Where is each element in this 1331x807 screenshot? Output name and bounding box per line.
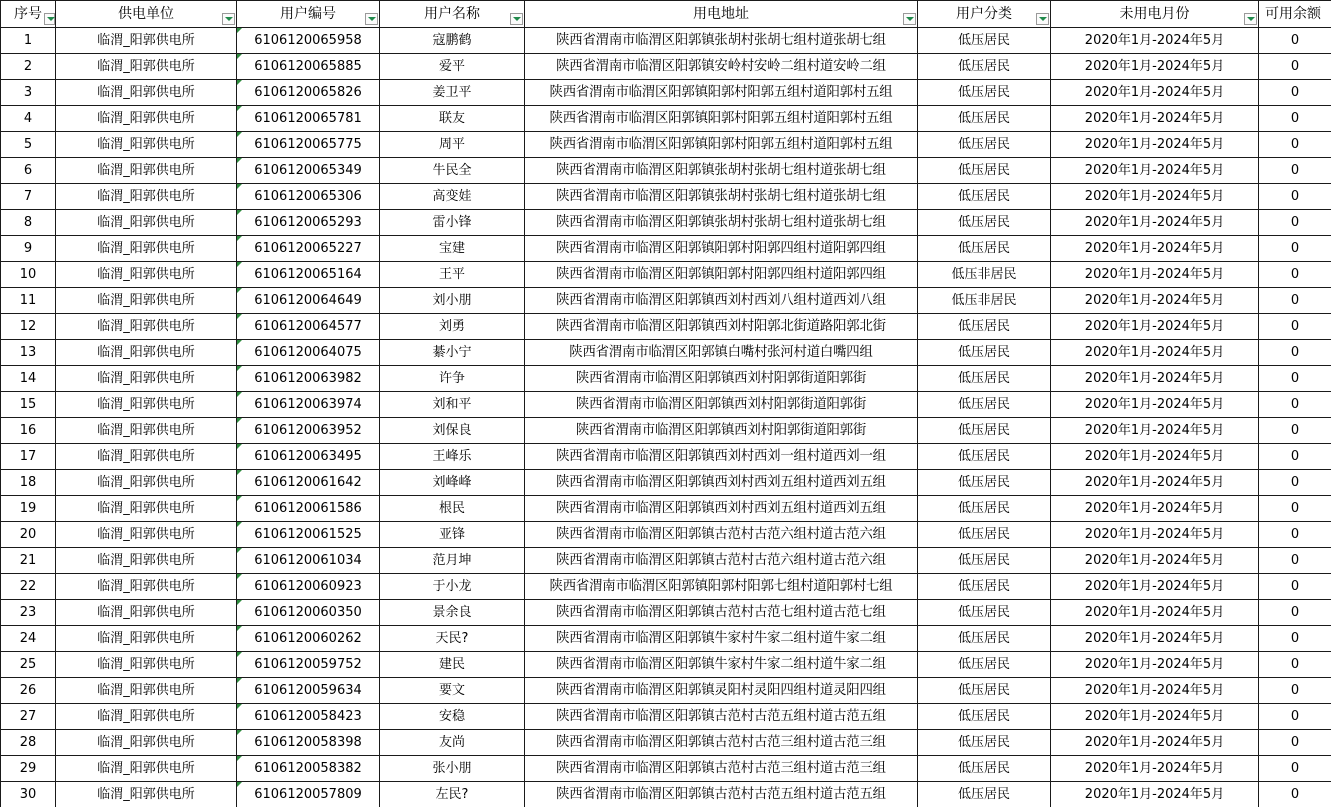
cell-unit[interactable]: 临渭_阳郭供电所 — [56, 314, 237, 340]
cell-unit[interactable]: 临渭_阳郭供电所 — [56, 132, 237, 158]
cell-account[interactable]: 6106120065306 — [237, 184, 380, 210]
cell-months[interactable]: 2020年1月-2024年5月 — [1051, 366, 1259, 392]
header-cell-name[interactable] — [380, 1, 525, 28]
header-label: 用户名称 — [424, 5, 480, 22]
cell-months[interactable]: 2020年1月-2024年5月 — [1051, 444, 1259, 470]
cell-balance[interactable]: 0 — [1259, 210, 1331, 236]
cell-account[interactable]: 6106120065958 — [237, 28, 380, 54]
filter-dropdown-icon[interactable] — [903, 13, 916, 25]
cell-user-name[interactable]: 刘保良 — [380, 418, 525, 444]
cell-balance[interactable]: 0 — [1259, 314, 1331, 340]
table-row — [1, 574, 1331, 600]
table-row — [1, 366, 1331, 392]
table-row — [1, 470, 1331, 496]
cell-user-name[interactable]: 景余良 — [380, 600, 525, 626]
cell-seq[interactable]: 14 — [1, 366, 56, 392]
cell-unit[interactable]: 临渭_阳郭供电所 — [56, 418, 237, 444]
table-row — [1, 756, 1331, 782]
cell-months[interactable]: 2020年1月-2024年5月 — [1051, 210, 1259, 236]
cell-user-name[interactable]: 寇鹏鹤 — [380, 28, 525, 54]
cell-seq[interactable]: 23 — [1, 600, 56, 626]
table-row — [1, 444, 1331, 470]
cell-category[interactable]: 低压居民 — [918, 730, 1051, 756]
cell-balance[interactable]: 0 — [1259, 782, 1331, 807]
cell-months[interactable]: 2020年1月-2024年5月 — [1051, 600, 1259, 626]
cell-unit[interactable]: 临渭_阳郭供电所 — [56, 210, 237, 236]
cell-user-name[interactable]: 建民 — [380, 652, 525, 678]
cell-seq[interactable]: 5 — [1, 132, 56, 158]
cell-user-name[interactable]: 爱平 — [380, 54, 525, 80]
cell-category[interactable]: 低压居民 — [918, 132, 1051, 158]
cell-account[interactable]: 6106120057809 — [237, 782, 380, 807]
cell-months[interactable]: 2020年1月-2024年5月 — [1051, 548, 1259, 574]
header-cell-account[interactable] — [237, 1, 380, 28]
cell-user-name[interactable]: 宝建 — [380, 236, 525, 262]
filter-dropdown-icon[interactable] — [510, 13, 523, 25]
cell-unit[interactable]: 临渭_阳郭供电所 — [56, 548, 237, 574]
cell-account[interactable]: 6106120060350 — [237, 600, 380, 626]
cell-address[interactable]: 陕西省渭南市临渭区阳郭镇西刘村西刘一组村道西刘一组 — [525, 444, 918, 470]
cell-category[interactable]: 低压居民 — [918, 470, 1051, 496]
cell-unit[interactable]: 临渭_阳郭供电所 — [56, 158, 237, 184]
cell-account[interactable]: 6106120063982 — [237, 366, 380, 392]
header-label: 序号 — [14, 5, 42, 22]
header-label: 用户编号 — [280, 5, 336, 22]
cell-balance[interactable]: 0 — [1259, 288, 1331, 314]
cell-seq[interactable]: 2 — [1, 54, 56, 80]
header-cell-seq[interactable] — [1, 1, 56, 28]
cell-account[interactable]: 6106120063974 — [237, 392, 380, 418]
header-cell-category[interactable] — [918, 1, 1051, 28]
table-row — [1, 496, 1331, 522]
cell-user-name[interactable]: 姜卫平 — [380, 80, 525, 106]
filter-dropdown-icon[interactable] — [1244, 13, 1257, 25]
cell-user-name[interactable]: 亚锋 — [380, 522, 525, 548]
cell-account[interactable]: 6106120065781 — [237, 106, 380, 132]
table-row — [1, 652, 1331, 678]
cell-months[interactable]: 2020年1月-2024年5月 — [1051, 678, 1259, 704]
cell-account[interactable]: 6106120065775 — [237, 132, 380, 158]
cell-address[interactable]: 陕西省渭南市临渭区阳郭镇西刘村阳郭街道阳郭街 — [525, 366, 918, 392]
header-row — [1, 1, 1331, 28]
cell-months[interactable]: 2020年1月-2024年5月 — [1051, 28, 1259, 54]
cell-balance[interactable]: 0 — [1259, 678, 1331, 704]
cell-unit[interactable]: 临渭_阳郭供电所 — [56, 366, 237, 392]
cell-address[interactable]: 陕西省渭南市临渭区阳郭镇张胡村张胡七组村道张胡七组 — [525, 210, 918, 236]
cell-user-name[interactable]: 刘小朋 — [380, 288, 525, 314]
table-body — [1, 28, 1331, 807]
cell-balance[interactable]: 0 — [1259, 28, 1331, 54]
cell-seq[interactable]: 27 — [1, 704, 56, 730]
cell-category[interactable]: 低压居民 — [918, 444, 1051, 470]
cell-account[interactable]: 6106120065826 — [237, 80, 380, 106]
cell-months[interactable]: 2020年1月-2024年5月 — [1051, 392, 1259, 418]
cell-seq[interactable]: 4 — [1, 106, 56, 132]
cell-address[interactable]: 陕西省渭南市临渭区阳郭镇张胡村张胡七组村道张胡七组 — [525, 158, 918, 184]
cell-account[interactable]: 6106120065885 — [237, 54, 380, 80]
table-row — [1, 782, 1331, 807]
cell-balance[interactable]: 0 — [1259, 548, 1331, 574]
cell-address[interactable]: 陕西省渭南市临渭区阳郭镇阳郭村阳郭五组村道阳郭村五组 — [525, 132, 918, 158]
cell-category[interactable]: 低压居民 — [918, 392, 1051, 418]
filter-dropdown-icon[interactable] — [222, 13, 235, 25]
table-row — [1, 106, 1331, 132]
cell-balance[interactable]: 0 — [1259, 756, 1331, 782]
cell-months[interactable]: 2020年1月-2024年5月 — [1051, 730, 1259, 756]
cell-category[interactable]: 低压居民 — [918, 574, 1051, 600]
table-row — [1, 132, 1331, 158]
cell-address[interactable]: 陕西省渭南市临渭区阳郭镇西刘村西刘五组村道西刘五组 — [525, 470, 918, 496]
table-row — [1, 678, 1331, 704]
cell-months[interactable]: 2020年1月-2024年5月 — [1051, 418, 1259, 444]
cell-address[interactable]: 陕西省渭南市临渭区阳郭镇古范村古范三组村道古范三组 — [525, 730, 918, 756]
header-cell-unit[interactable] — [56, 1, 237, 28]
cell-user-name[interactable]: 要文 — [380, 678, 525, 704]
cell-account[interactable]: 6106120065349 — [237, 158, 380, 184]
cell-address[interactable]: 陕西省渭南市临渭区阳郭镇古范村古范五组村道古范五组 — [525, 782, 918, 807]
cell-address[interactable]: 陕西省渭南市临渭区阳郭镇阳郭村阳郭五组村道阳郭村五组 — [525, 106, 918, 132]
cell-user-name[interactable]: 左民? — [380, 782, 525, 807]
cell-user-name[interactable]: 根民 — [380, 496, 525, 522]
cell-seq[interactable]: 11 — [1, 288, 56, 314]
cell-months[interactable]: 2020年1月-2024年5月 — [1051, 314, 1259, 340]
cell-seq[interactable]: 6 — [1, 158, 56, 184]
cell-category[interactable]: 低压居民 — [918, 236, 1051, 262]
cell-address[interactable]: 陕西省渭南市临渭区阳郭镇西刘村西刘五组村道西刘五组 — [525, 496, 918, 522]
cell-balance[interactable]: 0 — [1259, 626, 1331, 652]
table-row — [1, 262, 1331, 288]
header-label: 供电单位 — [118, 5, 174, 22]
cell-seq[interactable]: 1 — [1, 28, 56, 54]
cell-months[interactable]: 2020年1月-2024年5月 — [1051, 288, 1259, 314]
table-row — [1, 236, 1331, 262]
header-cell-address[interactable] — [525, 1, 918, 28]
cell-account[interactable]: 6106120065227 — [237, 236, 380, 262]
cell-unit[interactable]: 临渭_阳郭供电所 — [56, 28, 237, 54]
cell-account[interactable]: 6106120058423 — [237, 704, 380, 730]
cell-seq[interactable]: 7 — [1, 184, 56, 210]
cell-user-name[interactable]: 雷小锋 — [380, 210, 525, 236]
cell-address[interactable]: 陕西省渭南市临渭区阳郭镇阳郭村阳郭四组村道阳郭四组 — [525, 262, 918, 288]
table-row — [1, 704, 1331, 730]
cell-months[interactable]: 2020年1月-2024年5月 — [1051, 470, 1259, 496]
cell-seq[interactable]: 18 — [1, 470, 56, 496]
cell-seq[interactable]: 3 — [1, 80, 56, 106]
cell-unit[interactable]: 临渭_阳郭供电所 — [56, 470, 237, 496]
cell-seq[interactable]: 21 — [1, 548, 56, 574]
cell-address[interactable]: 陕西省渭南市临渭区阳郭镇古范村古范五组村道古范五组 — [525, 704, 918, 730]
cell-address[interactable]: 陕西省渭南市临渭区阳郭镇古范村古范六组村道古范六组 — [525, 548, 918, 574]
cell-seq[interactable]: 12 — [1, 314, 56, 340]
cell-account[interactable]: 6106120065293 — [237, 210, 380, 236]
cell-balance[interactable]: 0 — [1259, 574, 1331, 600]
cell-category[interactable]: 低压居民 — [918, 756, 1051, 782]
cell-account[interactable]: 6106120060923 — [237, 574, 380, 600]
cell-balance[interactable]: 0 — [1259, 106, 1331, 132]
cell-address[interactable]: 陕西省渭南市临渭区阳郭镇阳郭村阳郭七组村道阳郭村七组 — [525, 574, 918, 600]
cell-account[interactable]: 6106120063495 — [237, 444, 380, 470]
filter-dropdown-icon[interactable] — [1036, 13, 1049, 25]
cell-unit[interactable]: 临渭_阳郭供电所 — [56, 80, 237, 106]
cell-balance[interactable]: 0 — [1259, 496, 1331, 522]
table-row — [1, 600, 1331, 626]
table-row — [1, 340, 1331, 366]
cell-balance[interactable]: 0 — [1259, 54, 1331, 80]
cell-category[interactable]: 低压居民 — [918, 600, 1051, 626]
cell-seq[interactable]: 17 — [1, 444, 56, 470]
cell-category[interactable]: 低压居民 — [918, 626, 1051, 652]
cell-seq[interactable]: 24 — [1, 626, 56, 652]
cell-unit[interactable]: 临渭_阳郭供电所 — [56, 678, 237, 704]
table-row — [1, 288, 1331, 314]
table-row — [1, 210, 1331, 236]
cell-address[interactable]: 陕西省渭南市临渭区阳郭镇牛家村牛家二组村道牛家二组 — [525, 652, 918, 678]
cell-category[interactable]: 低压居民 — [918, 158, 1051, 184]
cell-category[interactable]: 低压居民 — [918, 652, 1051, 678]
cell-months[interactable]: 2020年1月-2024年5月 — [1051, 626, 1259, 652]
cell-address[interactable]: 陕西省渭南市临渭区阳郭镇阳郭村阳郭四组村道阳郭四组 — [525, 236, 918, 262]
cell-months[interactable]: 2020年1月-2024年5月 — [1051, 756, 1259, 782]
cell-months[interactable]: 2020年1月-2024年5月 — [1051, 496, 1259, 522]
table-row — [1, 54, 1331, 80]
table-row — [1, 28, 1331, 54]
cell-balance[interactable]: 0 — [1259, 730, 1331, 756]
table-row — [1, 418, 1331, 444]
cell-address[interactable]: 陕西省渭南市临渭区阳郭镇古范村古范六组村道古范六组 — [525, 522, 918, 548]
cell-seq[interactable]: 10 — [1, 262, 56, 288]
cell-unit[interactable]: 临渭_阳郭供电所 — [56, 262, 237, 288]
cell-category[interactable]: 低压居民 — [918, 522, 1051, 548]
cell-address[interactable]: 陕西省渭南市临渭区阳郭镇西刘村阳郭北街道路阳郭北街 — [525, 314, 918, 340]
cell-account[interactable]: 6106120059752 — [237, 652, 380, 678]
header-cell-months[interactable] — [1051, 1, 1259, 28]
cell-category[interactable]: 低压居民 — [918, 678, 1051, 704]
cell-months[interactable]: 2020年1月-2024年5月 — [1051, 652, 1259, 678]
cell-category[interactable]: 低压居民 — [918, 28, 1051, 54]
cell-category[interactable]: 低压居民 — [918, 314, 1051, 340]
cell-unit[interactable]: 临渭_阳郭供电所 — [56, 496, 237, 522]
cell-account[interactable]: 6106120060262 — [237, 626, 380, 652]
cell-category[interactable]: 低压非居民 — [918, 288, 1051, 314]
cell-category[interactable]: 低压居民 — [918, 496, 1051, 522]
cell-account[interactable]: 6106120058382 — [237, 756, 380, 782]
table-row — [1, 626, 1331, 652]
cell-account[interactable]: 6106120061525 — [237, 522, 380, 548]
cell-unit[interactable]: 临渭_阳郭供电所 — [56, 392, 237, 418]
cell-balance[interactable]: 0 — [1259, 236, 1331, 262]
cell-months[interactable]: 2020年1月-2024年5月 — [1051, 236, 1259, 262]
cell-balance[interactable]: 0 — [1259, 340, 1331, 366]
cell-unit[interactable]: 临渭_阳郭供电所 — [56, 626, 237, 652]
header-cell-balance[interactable] — [1259, 1, 1331, 28]
cell-account[interactable]: 6106120059634 — [237, 678, 380, 704]
cell-address[interactable]: 陕西省渭南市临渭区阳郭镇古范村古范七组村道古范七组 — [525, 600, 918, 626]
cell-months[interactable]: 2020年1月-2024年5月 — [1051, 522, 1259, 548]
cell-seq[interactable]: 25 — [1, 652, 56, 678]
cell-balance[interactable]: 0 — [1259, 652, 1331, 678]
cell-unit[interactable]: 临渭_阳郭供电所 — [56, 756, 237, 782]
cell-months[interactable]: 2020年1月-2024年5月 — [1051, 782, 1259, 807]
cell-months[interactable]: 2020年1月-2024年5月 — [1051, 704, 1259, 730]
cell-account[interactable]: 6106120061642 — [237, 470, 380, 496]
cell-address[interactable]: 陕西省渭南市临渭区阳郭镇西刘村阳郭街道阳郭街 — [525, 392, 918, 418]
cell-balance[interactable]: 0 — [1259, 392, 1331, 418]
cell-address[interactable]: 陕西省渭南市临渭区阳郭镇白嘴村张河村道白嘴四组 — [525, 340, 918, 366]
cell-address[interactable]: 陕西省渭南市临渭区阳郭镇牛家村牛家二组村道牛家二组 — [525, 626, 918, 652]
cell-unit[interactable]: 临渭_阳郭供电所 — [56, 288, 237, 314]
cell-address[interactable]: 陕西省渭南市临渭区阳郭镇西刘村阳郭街道阳郭街 — [525, 418, 918, 444]
cell-unit[interactable]: 临渭_阳郭供电所 — [56, 236, 237, 262]
cell-address[interactable]: 陕西省渭南市临渭区阳郭镇西刘村西刘八组村道西刘八组 — [525, 288, 918, 314]
cell-address[interactable]: 陕西省渭南市临渭区阳郭镇张胡村张胡七组村道张胡七组 — [525, 184, 918, 210]
cell-user-name[interactable]: 周平 — [380, 132, 525, 158]
cell-seq[interactable]: 8 — [1, 210, 56, 236]
cell-months[interactable]: 2020年1月-2024年5月 — [1051, 574, 1259, 600]
cell-balance[interactable]: 0 — [1259, 444, 1331, 470]
cell-balance[interactable]: 0 — [1259, 418, 1331, 444]
cell-balance[interactable]: 0 — [1259, 262, 1331, 288]
cell-category[interactable]: 低压非居民 — [918, 262, 1051, 288]
cell-account[interactable]: 6106120058398 — [237, 730, 380, 756]
cell-user-name[interactable]: 于小龙 — [380, 574, 525, 600]
cell-months[interactable]: 2020年1月-2024年5月 — [1051, 184, 1259, 210]
table-row — [1, 158, 1331, 184]
header-label: 未用电月份 — [1119, 5, 1190, 22]
cell-unit[interactable]: 临渭_阳郭供电所 — [56, 574, 237, 600]
cell-unit[interactable]: 临渭_阳郭供电所 — [56, 704, 237, 730]
cell-category[interactable]: 低压居民 — [918, 106, 1051, 132]
cell-months[interactable]: 2020年1月-2024年5月 — [1051, 132, 1259, 158]
cell-category[interactable]: 低压居民 — [918, 210, 1051, 236]
header-label: 可用余额 — [1265, 5, 1321, 22]
cell-unit[interactable]: 临渭_阳郭供电所 — [56, 652, 237, 678]
cell-seq[interactable]: 20 — [1, 522, 56, 548]
cell-user-name[interactable]: 安稳 — [380, 704, 525, 730]
cell-seq[interactable]: 9 — [1, 236, 56, 262]
cell-unit[interactable]: 临渭_阳郭供电所 — [56, 522, 237, 548]
cell-balance[interactable]: 0 — [1259, 184, 1331, 210]
cell-months[interactable]: 2020年1月-2024年5月 — [1051, 80, 1259, 106]
cell-months[interactable]: 2020年1月-2024年5月 — [1051, 340, 1259, 366]
cell-account[interactable]: 6106120064649 — [237, 288, 380, 314]
cell-seq[interactable]: 16 — [1, 418, 56, 444]
cell-months[interactable]: 2020年1月-2024年5月 — [1051, 158, 1259, 184]
cell-address[interactable]: 陕西省渭南市临渭区阳郭镇张胡村张胡七组村道张胡七组 — [525, 28, 918, 54]
cell-category[interactable]: 低压居民 — [918, 54, 1051, 80]
cell-address[interactable]: 陕西省渭南市临渭区阳郭镇古范村古范三组村道古范三组 — [525, 756, 918, 782]
cell-seq[interactable]: 13 — [1, 340, 56, 366]
cell-seq[interactable]: 30 — [1, 782, 56, 807]
table-row — [1, 522, 1331, 548]
cell-account[interactable]: 6106120061586 — [237, 496, 380, 522]
cell-user-name[interactable]: 刘勇 — [380, 314, 525, 340]
cell-unit[interactable]: 临渭_阳郭供电所 — [56, 730, 237, 756]
cell-unit[interactable]: 临渭_阳郭供电所 — [56, 600, 237, 626]
cell-user-name[interactable]: 刘峰峰 — [380, 470, 525, 496]
cell-seq[interactable]: 28 — [1, 730, 56, 756]
cell-unit[interactable]: 临渭_阳郭供电所 — [56, 54, 237, 80]
cell-address[interactable]: 陕西省渭南市临渭区阳郭镇安岭村安岭二组村道安岭二组 — [525, 54, 918, 80]
cell-category[interactable]: 低压居民 — [918, 418, 1051, 444]
filter-dropdown-icon[interactable] — [44, 13, 55, 25]
cell-category[interactable]: 低压居民 — [918, 340, 1051, 366]
cell-balance[interactable]: 0 — [1259, 522, 1331, 548]
cell-balance[interactable]: 0 — [1259, 470, 1331, 496]
cell-category[interactable]: 低压居民 — [918, 80, 1051, 106]
cell-balance[interactable]: 0 — [1259, 80, 1331, 106]
cell-balance[interactable]: 0 — [1259, 704, 1331, 730]
cell-months[interactable]: 2020年1月-2024年5月 — [1051, 54, 1259, 80]
table-row — [1, 730, 1331, 756]
cell-unit[interactable]: 临渭_阳郭供电所 — [56, 444, 237, 470]
cell-address[interactable]: 陕西省渭南市临渭区阳郭镇阳郭村阳郭五组村道阳郭村五组 — [525, 80, 918, 106]
filter-dropdown-icon[interactable] — [365, 13, 378, 25]
cell-balance[interactable]: 0 — [1259, 366, 1331, 392]
table-row — [1, 184, 1331, 210]
cell-user-name[interactable]: 天民? — [380, 626, 525, 652]
cell-unit[interactable]: 临渭_阳郭供电所 — [56, 782, 237, 807]
cell-user-name[interactable]: 王平 — [380, 262, 525, 288]
cell-user-name[interactable]: 王峰乐 — [380, 444, 525, 470]
header-label: 用电地址 — [693, 5, 749, 22]
cell-account[interactable]: 6106120061034 — [237, 548, 380, 574]
cell-category[interactable]: 低压居民 — [918, 184, 1051, 210]
cell-seq[interactable]: 26 — [1, 678, 56, 704]
cell-account[interactable]: 6106120064577 — [237, 314, 380, 340]
table-row — [1, 314, 1331, 340]
header-label: 用户分类 — [956, 5, 1012, 22]
cell-user-name[interactable]: 牛民全 — [380, 158, 525, 184]
cell-balance[interactable]: 0 — [1259, 132, 1331, 158]
cell-account[interactable]: 6106120064075 — [237, 340, 380, 366]
cell-balance[interactable]: 0 — [1259, 600, 1331, 626]
cell-user-name[interactable]: 许争 — [380, 366, 525, 392]
cell-category[interactable]: 低压居民 — [918, 782, 1051, 807]
cell-seq[interactable]: 22 — [1, 574, 56, 600]
cell-unit[interactable]: 临渭_阳郭供电所 — [56, 340, 237, 366]
cell-user-name[interactable]: 范月坤 — [380, 548, 525, 574]
cell-category[interactable]: 低压居民 — [918, 548, 1051, 574]
cell-unit[interactable]: 临渭_阳郭供电所 — [56, 184, 237, 210]
cell-user-name[interactable]: 刘和平 — [380, 392, 525, 418]
cell-months[interactable]: 2020年1月-2024年5月 — [1051, 106, 1259, 132]
table-row — [1, 80, 1331, 106]
cell-unit[interactable]: 临渭_阳郭供电所 — [56, 106, 237, 132]
cell-seq[interactable]: 29 — [1, 756, 56, 782]
cell-address[interactable]: 陕西省渭南市临渭区阳郭镇灵阳村灵阳四组村道灵阳四组 — [525, 678, 918, 704]
cell-seq[interactable]: 19 — [1, 496, 56, 522]
cell-category[interactable]: 低压居民 — [918, 366, 1051, 392]
cell-category[interactable]: 低压居民 — [918, 704, 1051, 730]
cell-months[interactable]: 2020年1月-2024年5月 — [1051, 262, 1259, 288]
table-row — [1, 548, 1331, 574]
cell-user-name[interactable]: 綦小宁 — [380, 340, 525, 366]
cell-account[interactable]: 6106120063952 — [237, 418, 380, 444]
cell-user-name[interactable]: 友尚 — [380, 730, 525, 756]
cell-user-name[interactable]: 高变娃 — [380, 184, 525, 210]
cell-seq[interactable]: 15 — [1, 392, 56, 418]
cell-user-name[interactable]: 联友 — [380, 106, 525, 132]
cell-account[interactable]: 6106120065164 — [237, 262, 380, 288]
cell-user-name[interactable]: 张小朋 — [380, 756, 525, 782]
cell-balance[interactable]: 0 — [1259, 158, 1331, 184]
table-row — [1, 392, 1331, 418]
